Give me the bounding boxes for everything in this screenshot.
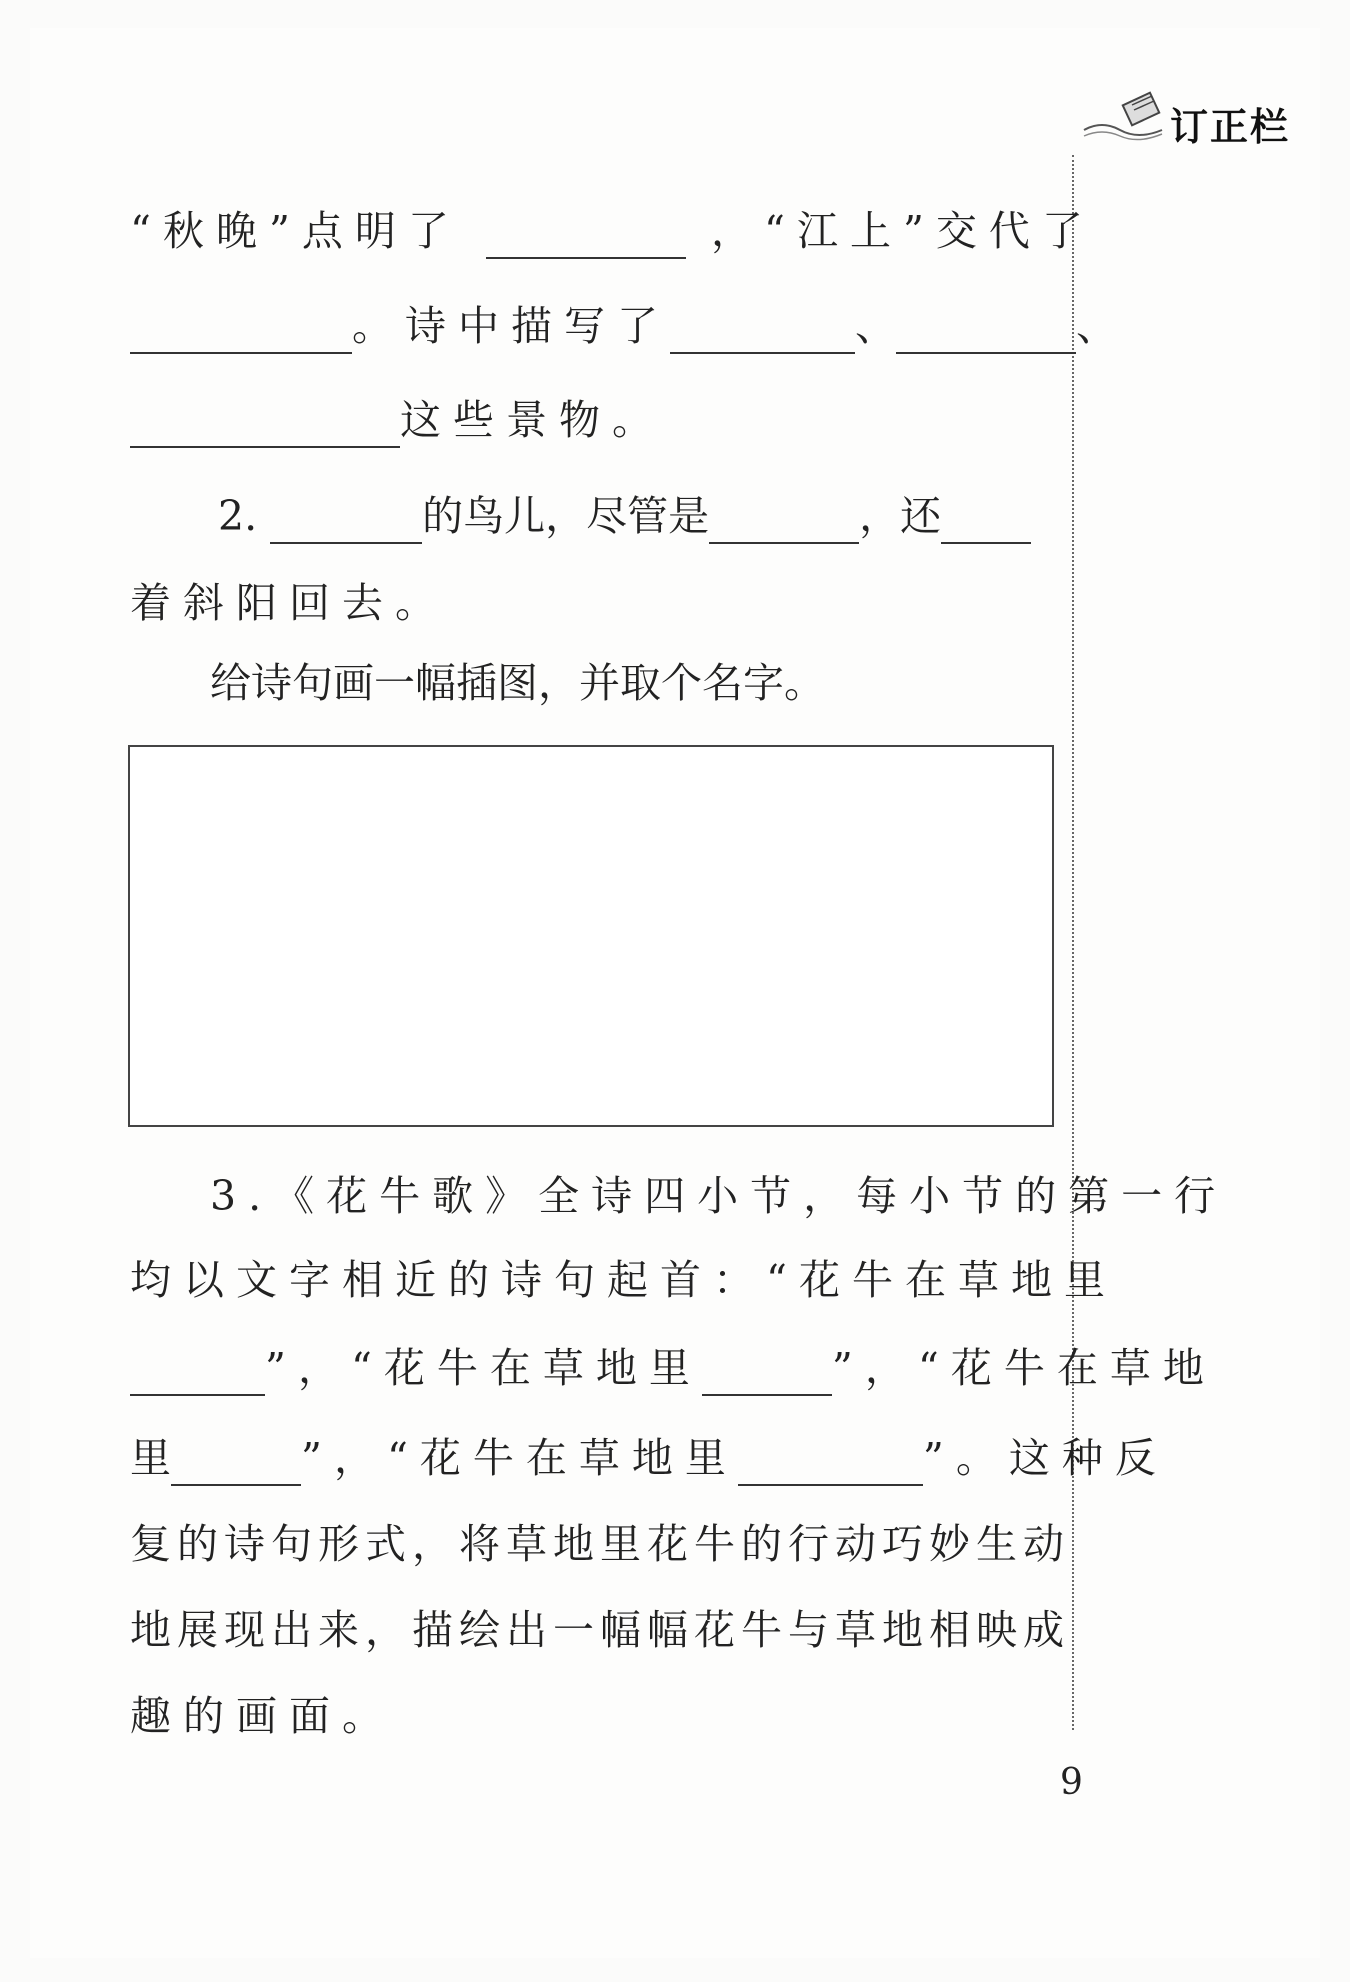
q1-line-3: 这些景物。: [130, 392, 1055, 448]
q3-line-2: 均以文字相近的诗句起首：“花牛在草地里: [130, 1256, 1117, 1304]
correction-column-label: 订正栏: [1170, 105, 1291, 149]
q3-line-4: 里 ”，“花牛在草地里 ”。这种反: [130, 1430, 1055, 1486]
answer-blank[interactable]: [670, 308, 855, 354]
illustration-drawing-box[interactable]: [128, 745, 1054, 1127]
q2-line-1: 2. 的鸟儿，尽管是 ，还: [130, 488, 1055, 544]
answer-blank[interactable]: [702, 1350, 832, 1396]
drawing-instruction: 给诗句画一幅插图，并取个名字。: [210, 659, 825, 707]
q3-line-1: 3.《花牛歌》全诗四小节，每小节的第一行: [210, 1172, 1228, 1220]
answer-blank[interactable]: [896, 308, 1076, 354]
answer-blank[interactable]: [486, 213, 686, 259]
q3-line-3: ”，“花牛在草地里 ”，“花牛在草地: [130, 1340, 1055, 1396]
q2-line-2: 着斜阳回去。: [130, 579, 448, 627]
correction-column-header: [1082, 90, 1322, 150]
answer-blank[interactable]: [171, 1440, 301, 1486]
q2-number: 2.: [218, 492, 258, 540]
answer-blank[interactable]: [941, 498, 1031, 544]
answer-blank[interactable]: [130, 1350, 265, 1396]
page-number: 9: [1060, 1762, 1083, 1803]
q3-line-6: 地展现出来，描绘出一幅幅花牛与草地相映成: [130, 1606, 1070, 1654]
answer-blank[interactable]: [130, 402, 400, 448]
q1-line-1: “秋晚”点明了 ，“江上”交代了: [130, 203, 1055, 259]
q1-line-2: 。诗中描写了 、 、: [130, 298, 1055, 354]
answer-blank[interactable]: [270, 498, 422, 544]
q3-line-5: 复的诗句形式，将草地里花牛的行动巧妙生动: [130, 1520, 1070, 1568]
answer-blank[interactable]: [130, 308, 352, 354]
margin-divider: [1072, 155, 1074, 1730]
answer-blank[interactable]: [738, 1440, 923, 1486]
q3-line-7: 趣的画面。: [130, 1692, 395, 1740]
answer-blank[interactable]: [709, 498, 859, 544]
